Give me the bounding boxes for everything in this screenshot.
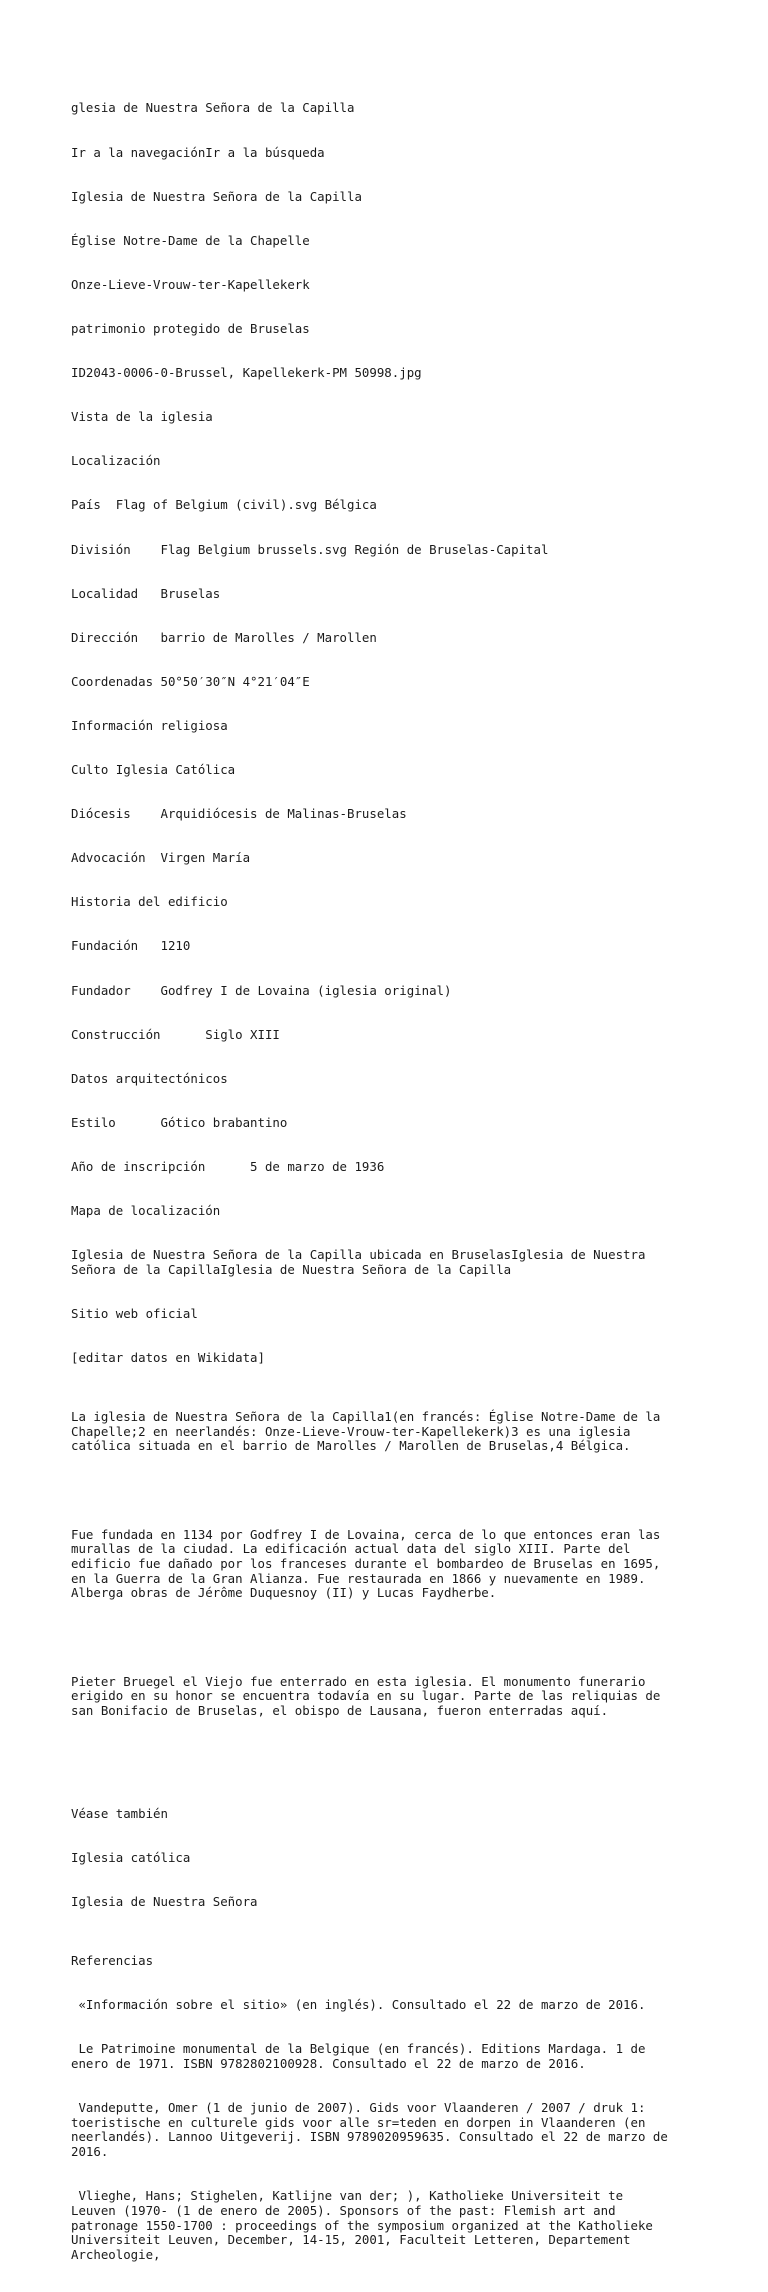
infobox-division: División Flag Belgium brussels.svg Región de Bruselas-Capital	[71, 541, 549, 557]
paragraph-gap	[71, 1748, 671, 1763]
infobox-diocese: Diócesis Arquidiócesis de Malinas-Bruselas	[71, 806, 407, 822]
infobox-address: Dirección barrio de Marolles / Marollen	[71, 629, 377, 645]
infobox-section-map: Mapa de localización	[71, 1203, 221, 1219]
body-paragraph-1: La iglesia de Nuestra Señora de la Capilla1(en francés: Église Notre-Dame de la Chapelle;2 en neerlandés: Onze-Lieve-Vrouw-ter-Kapellekerk)3 es una iglesia católica situada en el barrio de Marolles / Marollen de Bruselas,4 Bélgica.	[71, 1408, 668, 1454]
infobox-name: Iglesia de Nuestra Señora de la Capilla	[71, 188, 362, 204]
body-paragraph-3: Pieter Bruegel el Viejo fue enterrado en esta iglesia. El monumento funerario erigido en su honor se encuentra todavía en su lugar. Parte de las reliquias de san Bonifacio de Bruselas, el obispo de Lausana, fueron enterradas aquí.	[71, 1673, 668, 1719]
infobox-coordinates[interactable]: Coordenadas 50°50′30″N 4°21′04″E	[71, 673, 310, 689]
infobox-section-history: Historia del edificio	[71, 894, 228, 910]
references-heading: Referencias	[71, 1952, 154, 1968]
paragraph-gap	[71, 1631, 671, 1646]
infobox-section-location: Localización	[71, 453, 161, 469]
infobox-cult: Culto Iglesia Católica	[71, 762, 236, 778]
see-also-item[interactable]: Iglesia católica	[71, 1850, 191, 1866]
infobox-name-nl: Onze-Lieve-Vrouw-ter-Kapellekerk	[71, 276, 310, 292]
infobox-heritage[interactable]: patrimonio protegido de Bruselas	[71, 320, 310, 336]
page-title: glesia de Nuestra Señora de la Capilla	[71, 100, 355, 116]
infobox-founder: Fundador Godfrey I de Lovaina (iglesia original)	[71, 982, 452, 998]
see-also-heading: Véase también	[71, 1805, 168, 1821]
infobox-name-fr: Église Notre-Dame de la Chapelle	[71, 232, 310, 248]
reference-item: Vlieghe, Hans; Stighelen, Katlijne van der; ), Katholieke Universiteit te Leuven (1970- (1 de enero de 2005). Sponsors of the past: Flemish art and patronage 1550-1700 : proceedings of the symposium organized at the Katholieke Universiteit Leuven, December, 14-15, 2001, Faculteit Letteren, Departement Archeologie,	[71, 2188, 661, 2263]
infobox-image-caption: Vista de la iglesia	[71, 409, 213, 425]
infobox-inscription-year: Año de inscripción 5 de marzo de 1936	[71, 1159, 385, 1175]
infobox-advocation: Advocación Virgen María	[71, 850, 251, 866]
reference-item: «Información sobre el sitio» (en inglés). Consultado el 22 de marzo de 2016.	[71, 1997, 646, 2013]
edit-wikidata-link[interactable]: [editar datos en Wikidata]	[71, 1350, 265, 1366]
infobox-map-caption: Iglesia de Nuestra Señora de la Capilla ubicada en BruselasIglesia de Nuestra Señora de la CapillaIglesia de Nuestra Señora de la Capilla	[71, 1247, 653, 1277]
paragraph-gap	[71, 1484, 671, 1499]
skip-links[interactable]: Ir a la navegaciónIr a la búsqueda	[71, 144, 325, 160]
infobox-section-religious: Información religiosa	[71, 717, 228, 733]
reference-item: Vandeputte, Omer (1 de junio de 2007). Gids voor Vlaanderen / 2007 / druk 1: toeristische en culturele gids voor alle sr=teden en dorpen in Vlaanderen (en neerlandés). Lannoo Uitgeverij. ISBN 9789020959635. Consultado el 22 de marzo de 2016.	[71, 2099, 676, 2160]
official-website-link[interactable]: Sitio web oficial	[71, 1306, 198, 1322]
infobox-image-file[interactable]: ID2043-0006-0-Brussel, Kapellekerk-PM 50998.jpg	[71, 365, 422, 381]
infobox-style: Estilo Gótico brabantino	[71, 1114, 288, 1130]
infobox-foundation: Fundación 1210	[71, 938, 191, 954]
infobox-country: País Flag of Belgium (civil).svg Bélgica	[71, 497, 377, 513]
reference-item: Le Patrimoine monumental de la Belgique (en francés). Editions Mardaga. 1 de enero de 1971. ISBN 9782802100928. Consultado el 22 de marzo de 2016.	[71, 2041, 653, 2071]
infobox-section-arch: Datos arquitectónicos	[71, 1070, 228, 1086]
document-content	[71, 72, 676, 2292]
infobox-locality: Localidad Bruselas	[71, 585, 221, 601]
see-also-item[interactable]: Iglesia de Nuestra Señora	[71, 1894, 258, 1910]
body-paragraph-2: Fue fundada en 1134 por Godfrey I de Lovaina, cerca de lo que entonces eran las murallas de la ciudad. La edificación actual data del siglo XIII. Parte del edificio fue dañado por los franceses durante el bombardeo de Bruselas en 1695, en la Guerra de la Gran Alianza. Fue restaurada en 1866 y nuevamente en 1989. Alberga obras de Jérôme Duquesnoy (II) y Lucas Faydherbe.	[71, 1526, 668, 1601]
infobox-construction: Construcción Siglo XIII	[71, 1026, 280, 1042]
